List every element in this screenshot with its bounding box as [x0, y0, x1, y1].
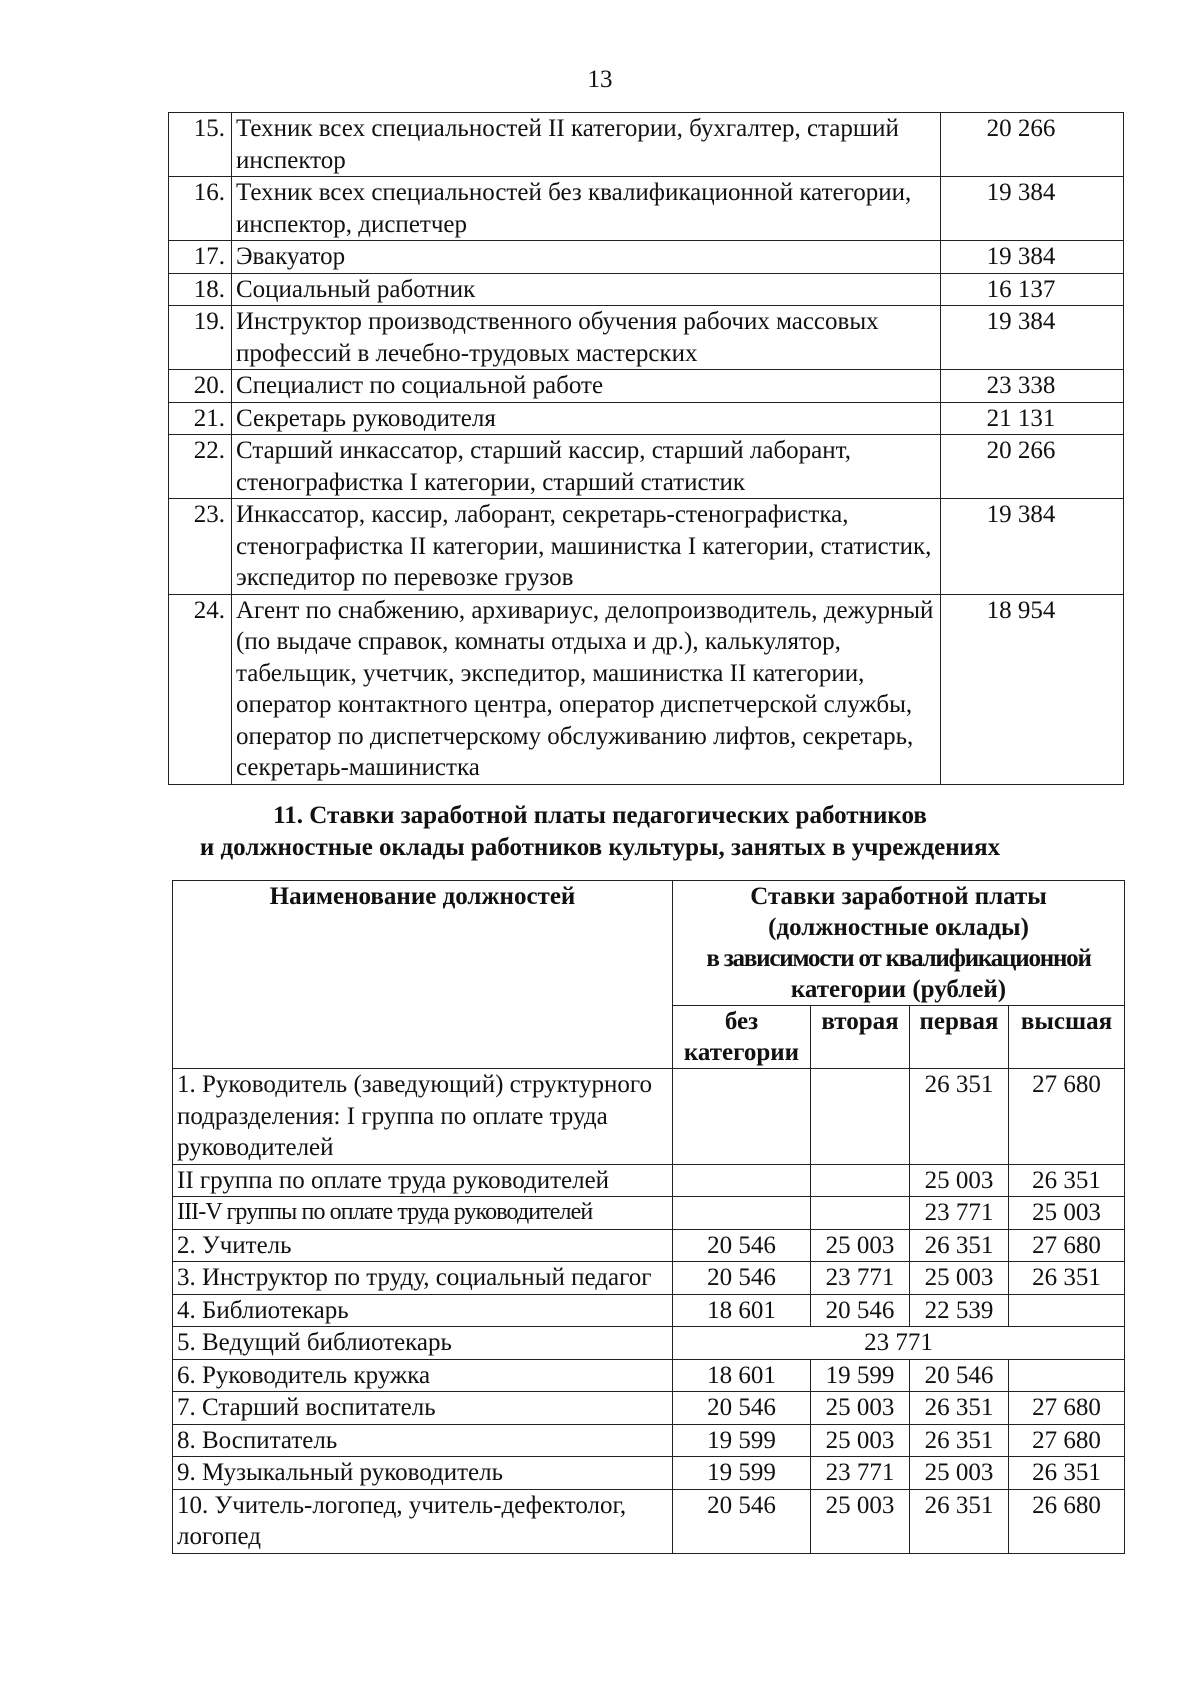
- rate-no-category: 19 599: [673, 1457, 811, 1490]
- row-number: 22.: [169, 435, 232, 499]
- row-number: 17.: [169, 241, 232, 274]
- salary-value: 21 131: [941, 402, 1124, 435]
- rate-no-category: 20 546: [673, 1489, 811, 1553]
- position-name: 2. Учитель: [173, 1229, 673, 1262]
- table-row: [173, 1457, 1125, 1490]
- rate-no-category: 18 601: [673, 1359, 811, 1392]
- row-number: 21.: [169, 402, 232, 435]
- row-number: 23.: [169, 499, 232, 595]
- table-row: [169, 499, 1124, 595]
- table-row: [169, 435, 1124, 499]
- rate-second-category: 19 599: [811, 1359, 910, 1392]
- header-rates-line-4: категории (рублей): [790, 976, 1007, 1003]
- header-rates-line-2: (должностные оклады): [768, 914, 1029, 941]
- rate-second-category: [811, 1197, 910, 1230]
- rate-first-category: 26 351: [910, 1424, 1009, 1457]
- section-title-line-2: и должностные оклады работников культуры, занятых в учреждениях: [199, 834, 1001, 861]
- table-row: [173, 1327, 1125, 1360]
- position-name: Техник всех специальностей II категории, бухгалтер, старший инспектор: [232, 113, 941, 177]
- header-rates: [673, 881, 1125, 1006]
- rate-first-category: 22 539: [910, 1294, 1009, 1327]
- section-title-line-1: 11. Ставки заработной платы педагогических работников: [273, 802, 927, 829]
- position-name: 1. Руководитель (заведующий) структурного подразделения: I группа по оплате труда руководителей: [173, 1069, 673, 1165]
- rate-highest-category: 27 680: [1009, 1392, 1125, 1425]
- rate-no-category: [673, 1164, 811, 1197]
- position-name: 9. Музыкальный руководитель: [173, 1457, 673, 1490]
- rate-second-category: [811, 1164, 910, 1197]
- rate-second-category: 25 003: [811, 1229, 910, 1262]
- page-number: 13: [587, 66, 613, 93]
- rate-first-category: 23 771: [910, 1197, 1009, 1230]
- rate-second-category: 25 003: [811, 1424, 910, 1457]
- salary-value: 16 137: [941, 273, 1124, 306]
- row-number: 20.: [169, 370, 232, 403]
- rate-highest-category: 25 003: [1009, 1197, 1125, 1230]
- salary-value: 19 384: [941, 241, 1124, 274]
- row-number: 19.: [169, 306, 232, 370]
- salary-value: 19 384: [941, 177, 1124, 241]
- position-name: Техник всех специальностей без квалификационной категории, инспектор, диспетчер: [232, 177, 941, 241]
- position-name: III-V группы по оплате труда руководителей: [173, 1197, 673, 1230]
- header-second-category: вторая: [811, 1006, 910, 1069]
- table-row: [173, 1164, 1125, 1197]
- rate-all-categories: 23 771: [673, 1327, 1125, 1360]
- rate-highest-category: 27 680: [1009, 1229, 1125, 1262]
- position-name: II группа по оплате труда руководителей: [173, 1164, 673, 1197]
- row-number: 18.: [169, 273, 232, 306]
- row-number: 24.: [169, 594, 232, 784]
- rate-no-category: [673, 1197, 811, 1230]
- rate-first-category: 25 003: [910, 1457, 1009, 1490]
- position-name: Эвакуатор: [232, 241, 941, 274]
- rate-highest-category: [1009, 1294, 1125, 1327]
- table-row: [173, 1197, 1125, 1230]
- header-position-name: Наименование должностей: [173, 881, 673, 1069]
- table-row: [169, 241, 1124, 274]
- rate-first-category: 25 003: [910, 1262, 1009, 1295]
- rate-no-category: 19 599: [673, 1424, 811, 1457]
- table-row: [173, 1069, 1125, 1165]
- position-name: 5. Ведущий библиотекарь: [173, 1327, 673, 1360]
- salary-value: 19 384: [941, 306, 1124, 370]
- pedagogical-rates-table: [172, 880, 1125, 1554]
- position-name: Инкассатор, кассир, лаборант, секретарь-стенографистка, стенографистка II категории, машинистка I категории, статистик, экспедитор по перевозке грузов: [232, 499, 941, 595]
- table-row: [173, 1359, 1125, 1392]
- position-name: 3. Инструктор по труду, социальный педагог: [173, 1262, 673, 1295]
- rate-no-category: 20 546: [673, 1262, 811, 1295]
- table-row: [173, 1392, 1125, 1425]
- rate-no-category: 20 546: [673, 1392, 811, 1425]
- table-row: [173, 1294, 1125, 1327]
- position-name: 6. Руководитель кружка: [173, 1359, 673, 1392]
- table-row: [169, 594, 1124, 784]
- rate-highest-category: 26 351: [1009, 1457, 1125, 1490]
- salary-value: 19 384: [941, 499, 1124, 595]
- rate-first-category: 26 351: [910, 1229, 1009, 1262]
- rate-first-category: 20 546: [910, 1359, 1009, 1392]
- salary-value: 23 338: [941, 370, 1124, 403]
- rate-second-category: [811, 1069, 910, 1165]
- salary-value: 20 266: [941, 435, 1124, 499]
- rate-second-category: 20 546: [811, 1294, 910, 1327]
- position-name: Социальный работник: [232, 273, 941, 306]
- position-name: Агент по снабжению, архивариус, делопроизводитель, дежурный (по выдаче справок, комнаты отдыха и др.), калькулятор, табельщик, учетчик, экспедитор, машинистка II категории, оператор контактного центра, оператор диспетчерской службы, оператор по диспетчерскому обслуживанию лифтов, секретарь, секретарь-машинистка: [232, 594, 941, 784]
- table-row: [173, 1229, 1125, 1262]
- rate-highest-category: 26 351: [1009, 1164, 1125, 1197]
- rate-first-category: 25 003: [910, 1164, 1009, 1197]
- table-row: [169, 273, 1124, 306]
- rate-second-category: 25 003: [811, 1489, 910, 1553]
- rate-second-category: 23 771: [811, 1262, 910, 1295]
- position-name: 8. Воспитатель: [173, 1424, 673, 1457]
- table-row: [169, 306, 1124, 370]
- salary-value: 18 954: [941, 594, 1124, 784]
- rate-first-category: 26 351: [910, 1392, 1009, 1425]
- table-row: [169, 370, 1124, 403]
- position-name: Секретарь руководителя: [232, 402, 941, 435]
- rate-first-category: 26 351: [910, 1069, 1009, 1165]
- salary-table-continued: [168, 112, 1124, 785]
- rate-highest-category: 26 351: [1009, 1262, 1125, 1295]
- section-title: [0, 800, 1200, 864]
- position-name: 4. Библиотекарь: [173, 1294, 673, 1327]
- row-number: 15.: [169, 113, 232, 177]
- table-row: [173, 1489, 1125, 1553]
- header-rates-line-3: в зависимости от квалификационной: [706, 945, 1091, 972]
- table-row: [169, 113, 1124, 177]
- header-no-category: без категории: [673, 1006, 811, 1069]
- rate-second-category: 25 003: [811, 1392, 910, 1425]
- rate-highest-category: 26 680: [1009, 1489, 1125, 1553]
- rate-no-category: [673, 1069, 811, 1165]
- table-row: [173, 1262, 1125, 1295]
- rate-highest-category: [1009, 1359, 1125, 1392]
- rate-no-category: 20 546: [673, 1229, 811, 1262]
- table-row: [169, 177, 1124, 241]
- position-name: Старший инкассатор, старший кассир, старший лаборант, стенографистка I категории, старший статистик: [232, 435, 941, 499]
- rate-first-category: 26 351: [910, 1489, 1009, 1553]
- table-row: [173, 1424, 1125, 1457]
- rate-highest-category: 27 680: [1009, 1424, 1125, 1457]
- position-name: 10. Учитель-логопед, учитель-дефектолог, логопед: [173, 1489, 673, 1553]
- salary-value: 20 266: [941, 113, 1124, 177]
- position-name: 7. Старший воспитатель: [173, 1392, 673, 1425]
- header-highest-category: высшая: [1009, 1006, 1125, 1069]
- rate-second-category: 23 771: [811, 1457, 910, 1490]
- table-row: [169, 402, 1124, 435]
- header-rates-line-1: Ставки заработной платы: [750, 883, 1047, 910]
- rate-no-category: 18 601: [673, 1294, 811, 1327]
- position-name: Инструктор производственного обучения рабочих массовых профессий в лечебно-трудовых мастерских: [232, 306, 941, 370]
- position-name: Специалист по социальной работе: [232, 370, 941, 403]
- row-number: 16.: [169, 177, 232, 241]
- header-first-category: первая: [910, 1006, 1009, 1069]
- rate-highest-category: 27 680: [1009, 1069, 1125, 1165]
